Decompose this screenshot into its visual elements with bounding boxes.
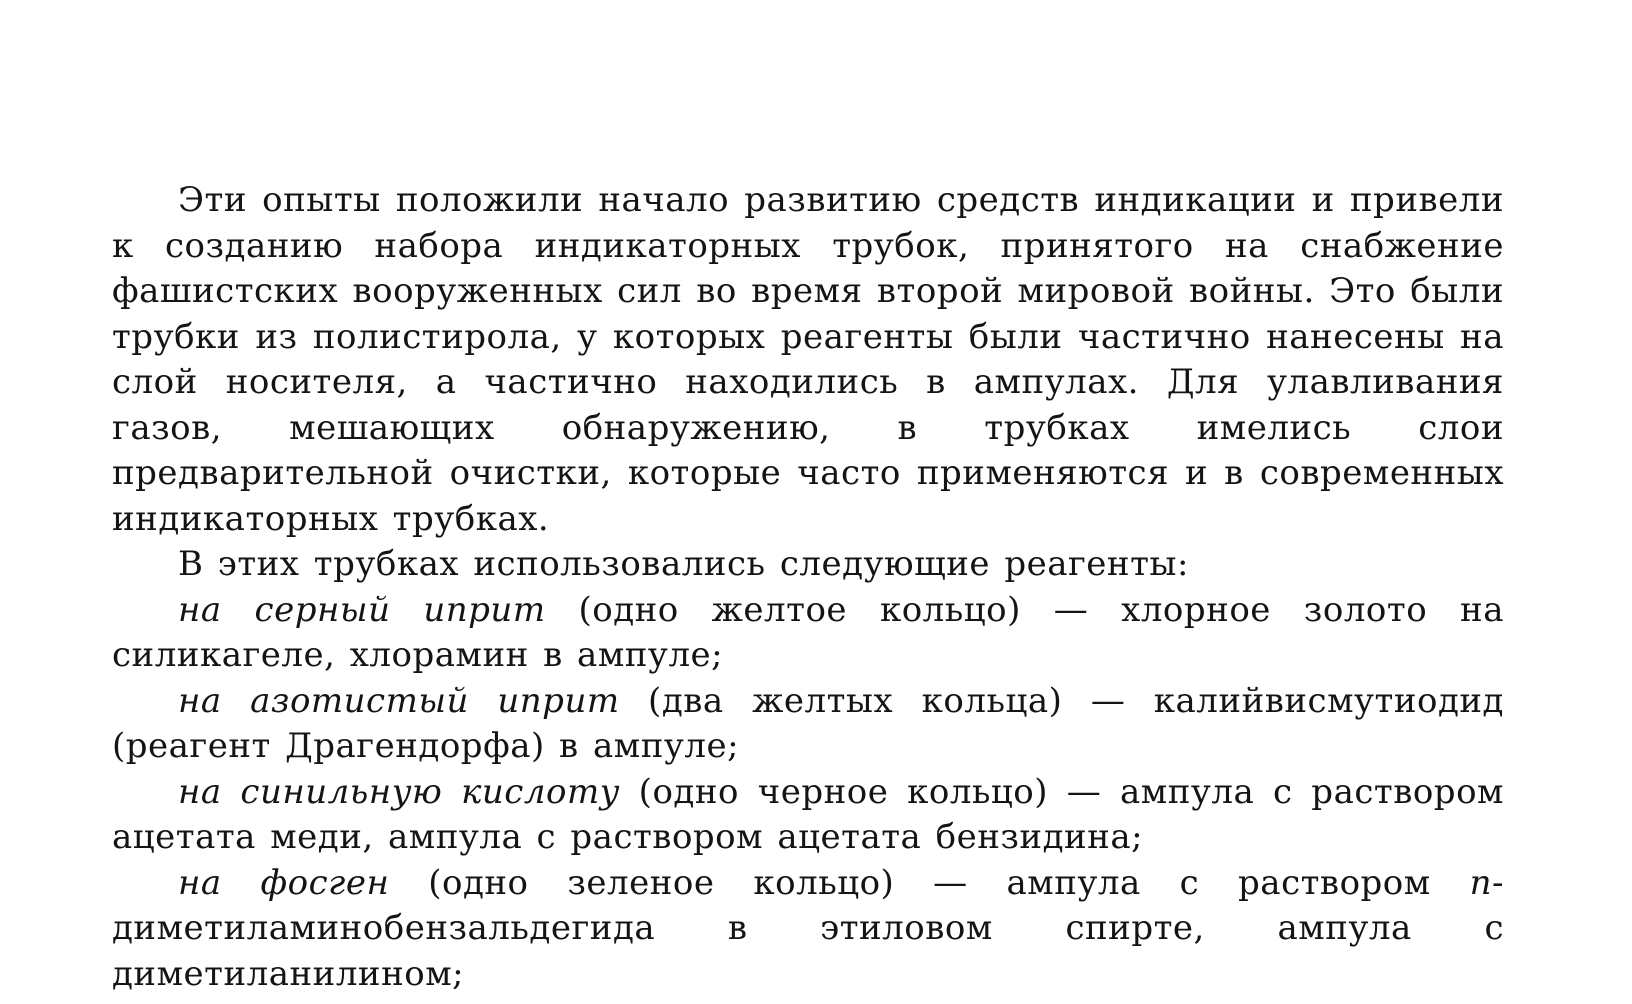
para-prefix-letter: п [1469, 862, 1492, 903]
paragraph-reagents-intro [112, 542, 1504, 588]
paragraph-text: В этих трубках использовались следующие реагенты: [178, 544, 1189, 584]
reagent-item-mustard [112, 588, 1504, 679]
reagent-term: на фосген [178, 862, 390, 903]
document-page [112, 178, 1504, 997]
reagent-term: на серный иприт [178, 589, 546, 630]
reagent-term: на азотистый иприт [178, 680, 620, 721]
paragraph-intro [112, 178, 1504, 542]
reagent-item-hydrocyanic-acid [112, 770, 1504, 861]
reagent-term: на синильную кислоту [178, 771, 620, 812]
reagent-description-cont: -диметиламинобензальдегида в этиловом спирте, ампула с диметиланилином; [112, 862, 1504, 994]
paragraph-text: Эти опыты положили начало развитию средств индикации и привели к созданию набора индикаторных трубок, принятого на снабжение фашистских вооруженных сил во время второй мировой войны. Это были трубки из полистирола, у которых реагенты были частично нанесены на слой носителя, а частично находились в ампулах. Для улавливания газов, мешающих обнаружению, в трубках имелись слои предварительной очистки, которые часто применяются и в современных индикаторных трубках. [112, 180, 1504, 539]
reagent-description: (одно зеленое кольцо) — ампула с раствором [389, 862, 1470, 903]
reagent-description: (одно черное кольцо) — ампула с раствором ацетата меди, ампула с раствором ацетата бензидина; [112, 771, 1504, 857]
reagent-description: (одно желтое кольцо) — хлорное золото на силикагеле, хлорамин в ампуле; [112, 589, 1504, 675]
reagent-item-phosgene [112, 861, 1504, 998]
reagent-item-nitrogen-mustard [112, 679, 1504, 770]
reagent-description: (два желтых кольца) — калийвисмутиодид (реагент Драгендорфа) в ампуле; [112, 680, 1504, 766]
